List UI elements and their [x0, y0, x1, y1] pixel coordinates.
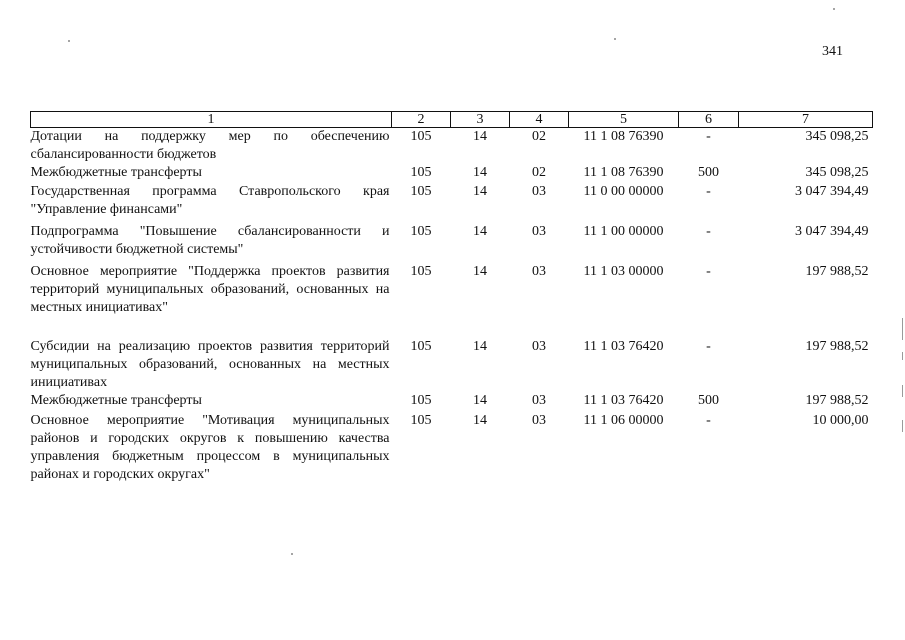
page-number: 341 [822, 44, 843, 59]
row-section: 14 [473, 184, 487, 199]
row-target-code: 11 1 03 76420 [583, 339, 664, 354]
table-row [31, 164, 873, 183]
row-name: Субсидии на реализацию проектов развития территорий муниципальных образований, основанных на местных инициативах [30, 339, 390, 390]
row-expense-type: 500 [698, 393, 719, 408]
row-expense-type: - [706, 339, 711, 354]
row-ministry: 105 [410, 224, 432, 239]
scan-edge-mark [902, 420, 903, 432]
row-target-code: 11 1 08 76390 [583, 129, 664, 144]
row-ministry: 105 [410, 413, 432, 428]
row-name: Основное мероприятие "Мотивация муниципальных районов и городских округов к повышению качества управления бюджетным процессом в муниципальных районах и городских округах" [30, 413, 390, 482]
row-amount: 345 098,25 [805, 165, 869, 180]
header-col-5: 5 [569, 112, 679, 128]
scan-speck [68, 40, 70, 42]
row-name: Подпрограмма "Повышение сбалансированности и устойчивости бюджетной системы" [30, 224, 390, 257]
row-section: 14 [473, 413, 487, 428]
row-amount: 197 988,52 [805, 339, 869, 354]
table-row [31, 392, 873, 412]
header-col-2: 2 [392, 112, 451, 128]
row-subsection: 02 [532, 165, 546, 180]
row-amount: 3 047 394,49 [795, 184, 869, 199]
row-expense-type: - [706, 129, 711, 144]
row-amount: 10 000,00 [812, 413, 869, 428]
scan-speck [833, 8, 835, 10]
header-col-6: 6 [679, 112, 739, 128]
row-target-code: 11 1 06 00000 [583, 413, 664, 428]
row-target-code: 11 1 03 76420 [583, 393, 664, 408]
header-col-3: 3 [451, 112, 510, 128]
row-target-code: 11 1 08 76390 [583, 165, 664, 180]
row-expense-type: - [706, 224, 711, 239]
row-section: 14 [473, 129, 487, 144]
table-row [31, 412, 873, 484]
table-row [31, 223, 873, 263]
row-subsection: 03 [532, 339, 546, 354]
row-expense-type: - [706, 264, 711, 279]
row-ministry: 105 [410, 165, 432, 180]
budget-table-container [30, 111, 873, 484]
header-col-1: 1 [31, 112, 392, 128]
row-expense-type: - [706, 184, 711, 199]
row-target-code: 11 1 00 00000 [583, 224, 664, 239]
row-section: 14 [473, 264, 487, 279]
row-amount: 345 098,25 [805, 129, 869, 144]
row-amount: 197 988,52 [805, 264, 869, 279]
row-expense-type: 500 [698, 165, 719, 180]
scan-edge-mark [902, 352, 903, 360]
row-section: 14 [473, 165, 487, 180]
scan-speck [291, 553, 293, 555]
row-subsection: 03 [532, 264, 546, 279]
table-body [31, 128, 873, 485]
table-row [31, 338, 873, 392]
row-name: Дотации на поддержку мер по обеспечению сбалансированности бюджетов [30, 129, 390, 162]
row-subsection: 03 [532, 393, 546, 408]
row-target-code: 11 0 00 00000 [583, 184, 664, 199]
header-col-7: 7 [739, 112, 873, 128]
table-row [31, 263, 873, 338]
row-name: Государственная программа Ставропольского края "Управление финансами" [30, 184, 390, 217]
row-subsection: 02 [532, 129, 546, 144]
row-amount: 3 047 394,49 [795, 224, 869, 239]
row-subsection: 03 [532, 413, 546, 428]
row-ministry: 105 [410, 264, 432, 279]
row-ministry: 105 [410, 393, 432, 408]
table-row [31, 183, 873, 223]
row-subsection: 03 [532, 224, 546, 239]
budget-table [30, 111, 873, 484]
header-col-4: 4 [510, 112, 569, 128]
row-section: 14 [473, 224, 487, 239]
table-header [31, 112, 873, 128]
row-name: Межбюджетные трансферты [30, 165, 202, 180]
row-ministry: 105 [410, 129, 432, 144]
table-row [31, 128, 873, 165]
row-expense-type: - [706, 413, 711, 428]
scan-edge-mark [902, 385, 903, 397]
row-amount: 197 988,52 [805, 393, 869, 408]
row-target-code: 11 1 03 00000 [583, 264, 664, 279]
row-ministry: 105 [410, 184, 432, 199]
scan-edge-mark [902, 318, 903, 340]
header-row [31, 112, 873, 128]
scan-speck [614, 38, 616, 40]
row-section: 14 [473, 393, 487, 408]
row-ministry: 105 [410, 339, 432, 354]
row-name: Основное мероприятие "Поддержка проектов развития территорий муниципальных образований, основанных на местных инициативах" [30, 264, 390, 315]
row-subsection: 03 [532, 184, 546, 199]
row-name: Межбюджетные трансферты [30, 393, 202, 408]
row-section: 14 [473, 339, 487, 354]
